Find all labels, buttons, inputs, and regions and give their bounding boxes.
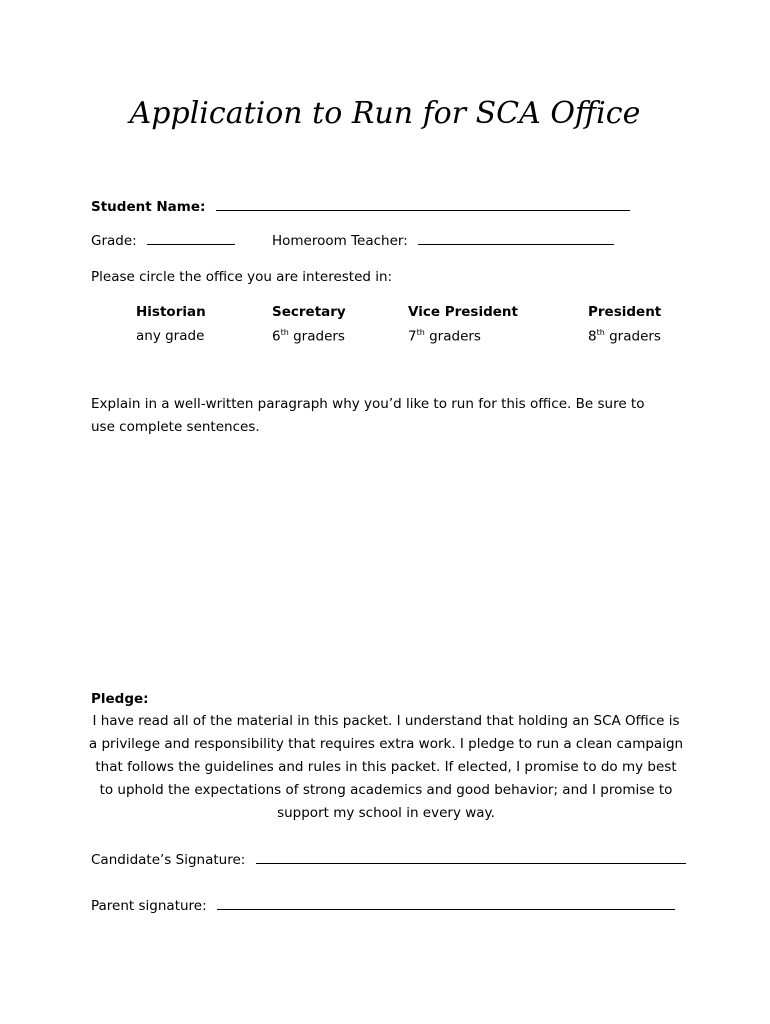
grade-label: Grade: xyxy=(91,233,137,249)
grade-field[interactable] xyxy=(147,232,235,245)
candidate-signature-field[interactable] xyxy=(256,851,686,864)
office-grade-text: graders xyxy=(288,328,345,345)
office-grade-number: 7 xyxy=(408,328,417,345)
homeroom-row xyxy=(272,232,614,249)
office-name[interactable]: President xyxy=(588,304,662,320)
ordinal-suffix: th xyxy=(416,328,425,337)
office-grade-text: graders xyxy=(604,328,661,345)
homeroom-label: Homeroom Teacher: xyxy=(272,233,408,249)
office-name[interactable]: Historian xyxy=(136,304,206,320)
student-name-label: Student Name: xyxy=(91,199,206,215)
pledge-heading: Pledge: xyxy=(91,691,149,707)
pledge-text: I have read all of the material in this packet. I understand that holding an SCA Office is a privilege and responsibility that requires extra work. I pledge to run a clean campaign that follows the guidelines and rules in this packet. If elected, I promise to do my best to uphold the expectations of strong academics and good behavior; and I promise to support my school in every way. xyxy=(88,713,684,821)
office-grade xyxy=(136,328,204,344)
office-grade-number: 8 xyxy=(588,328,597,345)
candidate-signature-label: Candidate’s Signature: xyxy=(91,852,246,868)
grade-row xyxy=(91,232,235,249)
office-grade-number: 6 xyxy=(272,328,281,345)
office-grade xyxy=(588,328,661,345)
circle-prompt: Please circle the office you are interested in: xyxy=(91,269,393,285)
office-name[interactable]: Secretary xyxy=(272,304,346,320)
explain-instructions: Explain in a well-written paragraph why you’d like to run for this office. Be sure to use complete sentences. xyxy=(91,396,645,435)
office-name[interactable]: Vice President xyxy=(408,304,518,320)
parent-signature-label: Parent signature: xyxy=(91,898,207,914)
student-name-field[interactable] xyxy=(216,198,630,211)
student-name-row xyxy=(91,198,630,215)
homeroom-field[interactable] xyxy=(418,232,614,245)
office-grade xyxy=(408,328,481,345)
page-title: Application to Run for SCA Office xyxy=(129,96,641,131)
office-grade xyxy=(272,328,345,345)
office-grade-text: any grade xyxy=(136,328,205,344)
parent-signature-row xyxy=(91,897,675,914)
ordinal-suffix: th xyxy=(596,328,605,337)
ordinal-suffix: th xyxy=(280,328,289,337)
office-grade-text: graders xyxy=(424,328,481,345)
parent-signature-field[interactable] xyxy=(217,897,675,910)
explanation-writing-area[interactable] xyxy=(91,440,671,680)
candidate-signature-row xyxy=(91,851,686,868)
